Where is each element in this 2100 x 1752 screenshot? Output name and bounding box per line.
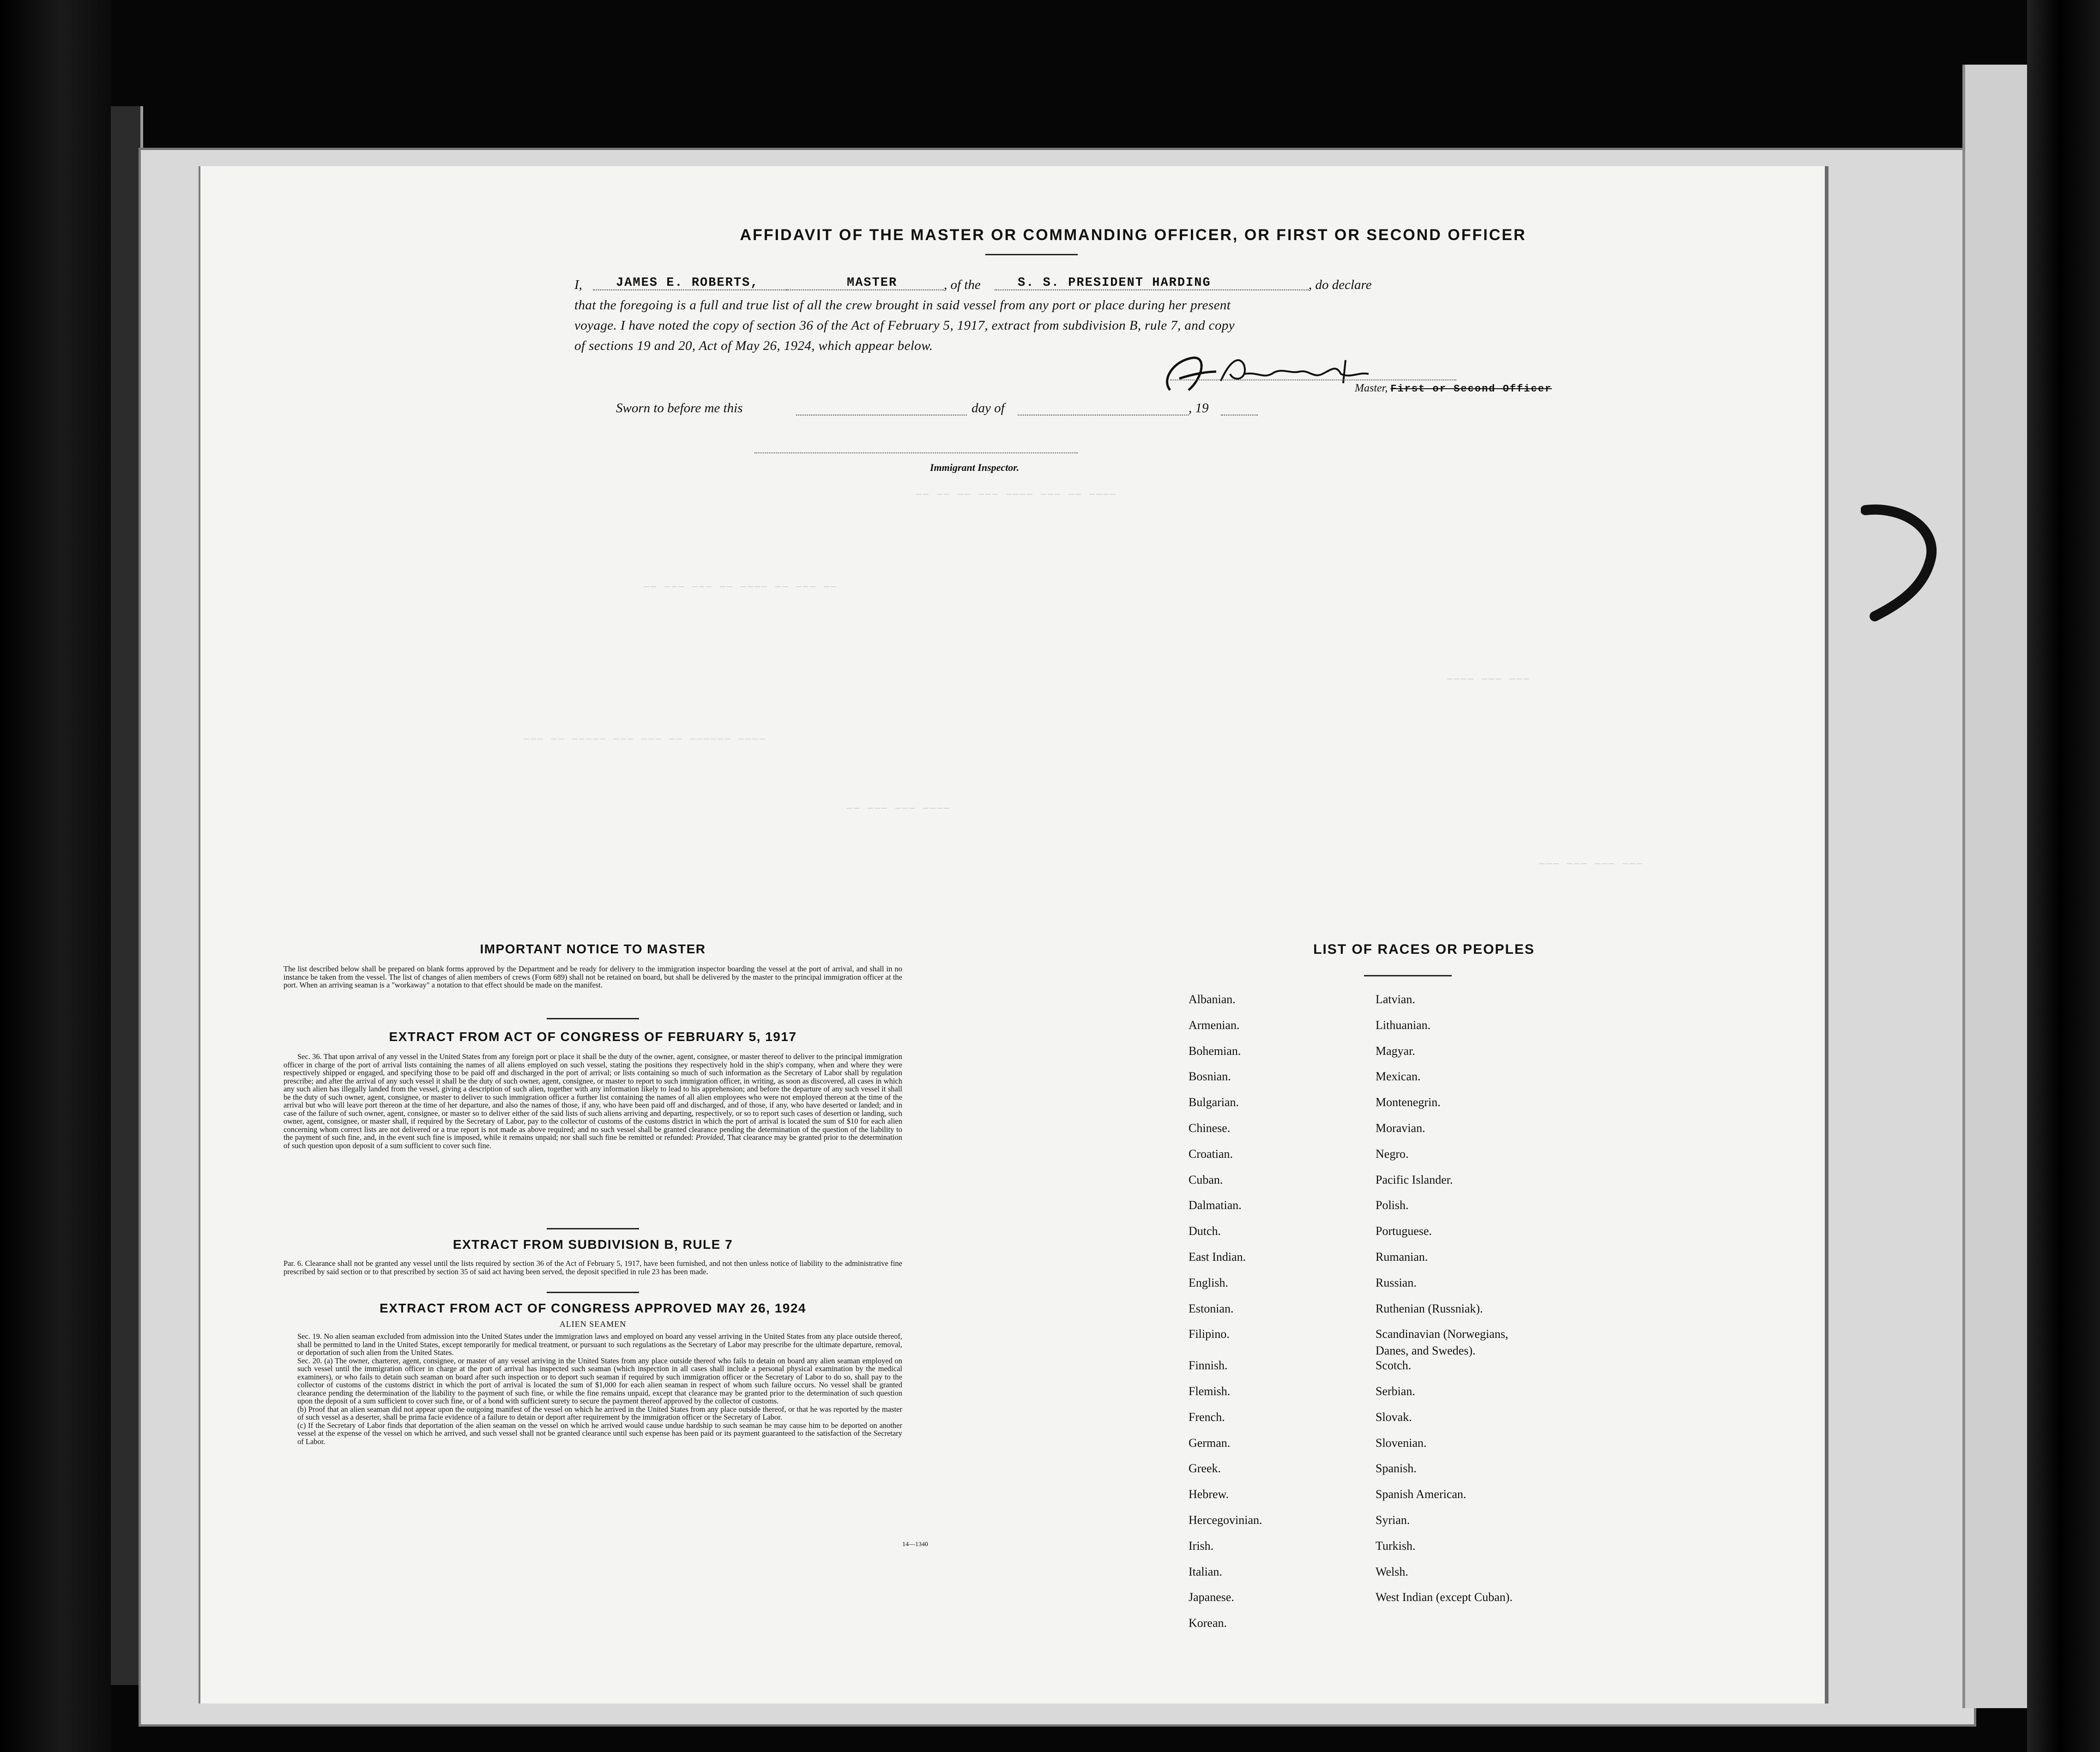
sec20a-text: Sec. 20. (a) The owner, charterer, agent, consignee, or master of any vessel arriving in the United States from any place outside thereof who fails to detain on board any alien seaman employed on such vessel until the immigration officer in charge at the port of arrival has inspected such seaman (which inspection in all cases shall include a personal physical examination by the medical examiners), or who fails to detain such seaman on board after such inspection or to deport such seaman if required by such immigration officer or the Secretary of Labor to do so, shall pay to the collector of customs of the customs district in which the port of arrival is located the sum of $1,000 for each alien seaman in respect of whom such failure occurs. No vessel shall be granted clearance pending the determination of the liability to the payment of such fine, or while the fine remains unpaid, except that clearance may be granted prior to the determination of such question upon the deposit of a sum sufficient to cover such fine, or of a bond with sufficient surety to secure the payment thereof approved by the collector of customs. [297,1356,902,1405]
race-item: Mexican. [1376,1070,1421,1084]
race-item: Italian. [1189,1565,1222,1578]
signature-line [1170,379,1456,380]
signature-caption [1355,382,1552,395]
race-item: Negro. [1376,1147,1409,1161]
notice-body: The list described below shall be prepared on blank forms approved by the Department and be ready for delivery to the immigration inspector boarding the vessel at the port of arrival, and shall in no instance be taken from the vessel. The list of changes of alien members of crews (Form 689) shall not be retained on board, but shall be delivered by the master to the principal immigration officer at the port. When an arriving seaman is a "workaway" a notation to that effect should be made on the manifest. [284,964,902,989]
year-text: , 19 [1189,401,1209,415]
race-item: Hebrew. [1189,1487,1229,1501]
extract-1917-body [284,1053,902,1150]
race-item: Slovenian. [1376,1436,1427,1450]
race-item: Japanese. [1189,1590,1234,1604]
race-item: Dalmatian. [1189,1198,1242,1212]
race-item: Russian. [1376,1276,1417,1289]
race-item: Spanish American. [1376,1487,1466,1501]
race-item: Bulgarian. [1189,1096,1239,1109]
race-item: Armenian. [1189,1018,1240,1032]
affidavit-line-2: that the foregoing is a full and true list of all the crew brought in said vessel from any port or place during her present [574,298,1231,313]
race-item: Magyar. [1376,1044,1415,1058]
extract-1917-title: EXTRACT FROM ACT OF CONGRESS OF FEBRUARY 5, 1917 [389,1030,797,1044]
sec36-text: That upon arrival of any vessel in the United States from any foreign port or place it shall be the duty of the owner, agent, consignee, or master thereof to deliver to the principal immigration officer in charge of the port of arrival lists containing the names of all aliens employed on such vessel, stating the positions they respectively hold in the ship's company, when and where they were respectively shipped or engaged, and specifying those to be paid off and discharged in the port of arrival; or lists containing so much of such information as the Secretary of Labor shall by regulation prescribe; and after the arrival of any such vessel it shall be the duty of such owner, agent, consignee, or master to report to such immigration officer, in writing, as soon as discovered, all cases in which any such alien has illegally landed from the vessel, giving a description of such alien, together with any information likely to lead to his apprehension; and before the departure of any such vessel it shall be the duty of such owner, agent, consignee, or master to deliver to such immigration officer a further list containing the names of all alien employees who were not employed thereon at the time of the arrival but who will leave port thereon at the time of her departure, and also the names of those, if any, who have been paid off and discharged, and of those, if any, who have deserted or landed; and in case of the failure of such owner, agent, consignee, or master so to deliver either of the said lists of such aliens arriving and departing, respectively, or so to report such cases of desertion or landing, such owner, agent, consignee, or master shall, if required by the Secretary of Labor, pay to the collector of customs of the customs district in which the port of arrival is located the sum of $10 for each alien concerning whom correct lists are not delivered or a true report is not made as above required; and no such vessel shall be granted clearance pending the determination of the question of the liability to the payment of such fine, and, in the event such fine is imposed, while it remains unpaid; nor shall such fine be remitted or refunded: [284,1052,902,1142]
affidavit-line-3: voyage. I have noted the copy of section 36 of the Act of February 5, 1917, extract from subdivision B, rule 7, and copy [574,318,1235,333]
vessel-name-value: S. S. PRESIDENT HARDING [1018,276,1211,290]
rule7-body: Par. 6. Clearance shall not be granted any vessel until the lists required by section 36 of the Act of February 5, 1917, have been furnished, and not then unless notice of liability to the administrative fine prescribed by said section or to that prescribed by section 35 of said act having been served, the deposit specified in rule 23 has been made. [284,1259,902,1276]
inspector-label: Immigrant Inspector. [930,462,1020,473]
film-edge-left [0,0,111,1752]
binder-strip-right [1962,65,2027,1708]
sec20c-text: (c) If the Secretary of Labor finds that deportation of the alien seaman on the vessel on which he arrived would cause undue hardship to such seaman he may cause him to be deported on another vessel at the expense of the vessel on which he arrived, and such vessel shall not be granted clearance until such expense has been paid or its payment guaranteed to the satisfaction of the Secretary of Labor. [297,1421,902,1446]
sec19-text: Sec. 19. No alien seaman excluded from admission into the United States under the immigration laws and employed on board any vessel arriving in the United States from any place outside thereof, shall be permitted to land in the United States, except temporarily for medical treatment, or pursuant to such regulations as the Secretary of Labor may prescribe for the ultimate departure, removal, or deportation of such alien from the United States. [297,1332,902,1357]
affidavit-title: AFFIDAVIT OF THE MASTER OR COMMANDING OFFICER, OR FIRST OR SECOND OFFICER [740,226,1527,244]
bleed-through-row: —— ——— ——— ———— [847,803,951,814]
race-item: English. [1189,1276,1228,1289]
race-item: Pacific Islander. [1376,1173,1453,1186]
struck-officer-caption: First or Second Officer [1390,383,1552,395]
section-divider [547,1292,639,1293]
race-item: Scandinavian (Norwegians, [1376,1327,1509,1341]
race-item: Albanian. [1189,993,1236,1006]
race-item: Polish. [1376,1198,1409,1212]
race-item: Turkish. [1376,1539,1416,1553]
race-item: French. [1189,1410,1225,1424]
race-item: Filipino. [1189,1327,1230,1341]
race-item: Estonian. [1189,1301,1234,1315]
race-item: Bosnian. [1189,1070,1231,1084]
sec36-label: Sec. 36. [297,1052,322,1061]
section-divider [547,1228,639,1229]
section-divider [547,1018,639,1019]
sworn-statement [616,401,1493,424]
title-divider [985,254,1078,255]
bleed-through-row: ———— ——— ——— [1447,674,1531,685]
race-item: Ruthenian (Russniak). [1376,1301,1483,1315]
affidavit-line-1 [574,275,1669,295]
inspector-signature-line [754,452,1078,453]
form-number: 14—1340 [902,1541,928,1548]
affidavit-line-4: of sections 19 and 20, Act of May 26, 1924, which appear below. [574,338,933,353]
race-item: Moravian. [1376,1121,1425,1135]
rule7-title: EXTRACT FROM SUBDIVISION B, RULE 7 [453,1237,733,1252]
race-item: Irish. [1189,1539,1214,1553]
races-title: LIST OF RACES OR PEOPLES [1313,942,1535,957]
race-item: Slovak. [1376,1410,1412,1424]
bleed-through-row: —— —— —— ——— ———— ——— —— ———— [916,489,1117,500]
extract-1924-body [284,1332,902,1445]
sec20b-text: (b) Proof that an alien seaman did not appear upon the outgoing manifest of the vessel on which he arrived in the United States from any place outside thereof, or that he was reported by the master of such vessel as a deserter, shall be prima facie evidence of a failure to detain or deport after requirement by the immigration officer or the Secretary of Labor. [297,1404,902,1421]
race-item: Croatian. [1189,1147,1233,1161]
rank-value: MASTER [847,276,898,290]
notice-title: IMPORTANT NOTICE TO MASTER [480,942,706,956]
alien-seamen-subtitle: ALIEN SEAMEN [559,1319,627,1329]
extract-1924-title: EXTRACT FROM ACT OF CONGRESS APPROVED MAY 26, 1924 [380,1301,806,1315]
handwritten-mark-icon [1861,501,1944,626]
race-item: Montenegrin. [1376,1096,1441,1109]
affidavit-i: I, [574,277,582,292]
day-of-text: day of [972,401,1005,415]
affidavit-body [574,275,1669,356]
proviso-word: Provided, [695,1133,725,1142]
film-edge-right [2027,0,2100,1752]
master-name-value: JAMES E. ROBERTS, [616,276,759,290]
race-item: Hercegovinian. [1189,1513,1262,1527]
race-item: Scotch. [1376,1359,1412,1373]
race-item: German. [1189,1436,1231,1450]
race-item: Cuban. [1189,1173,1223,1186]
races-divider [1364,975,1452,976]
bleed-through-row: —— ——— ——— —— ———— —— ——— —— [644,582,838,592]
race-item: West Indian (except Cuban). [1376,1590,1513,1604]
race-item: Welsh. [1376,1565,1408,1578]
race-item: Latvian. [1376,993,1415,1006]
race-item: Flemish. [1189,1385,1231,1398]
race-item: Rumanian. [1376,1250,1428,1264]
race-item: Serbian. [1376,1385,1415,1398]
race-item: Danes, and Swedes). [1376,1344,1476,1358]
race-item: Bohemian. [1189,1044,1241,1058]
master-caption: Master, [1355,382,1388,394]
race-item: Greek. [1189,1462,1221,1475]
bleed-through-row: ——— ——— ——— ——— [1539,859,1644,869]
race-item: Dutch. [1189,1224,1221,1238]
race-item: Syrian. [1376,1513,1410,1527]
race-item: Finnish. [1189,1359,1228,1373]
of-the-text: , of the [944,277,981,292]
race-item: Lithuanian. [1376,1018,1431,1032]
proviso-text: That clearance may be granted prior to the determination of such question upon deposit of a sum sufficient to cover such fine. [284,1133,902,1150]
race-item: Spanish. [1376,1462,1417,1475]
race-item: Korean. [1189,1616,1227,1630]
race-item: Chinese. [1189,1121,1231,1135]
race-item: East Indian. [1189,1250,1246,1264]
bleed-through-row: ——— —— ————— ——— ——— —— —————— ———— [524,734,766,745]
race-item: Portuguese. [1376,1224,1432,1238]
document-page [199,166,1828,1704]
do-declare-text: , do declare [1309,277,1372,292]
sworn-text: Sworn to before me this [616,401,743,415]
